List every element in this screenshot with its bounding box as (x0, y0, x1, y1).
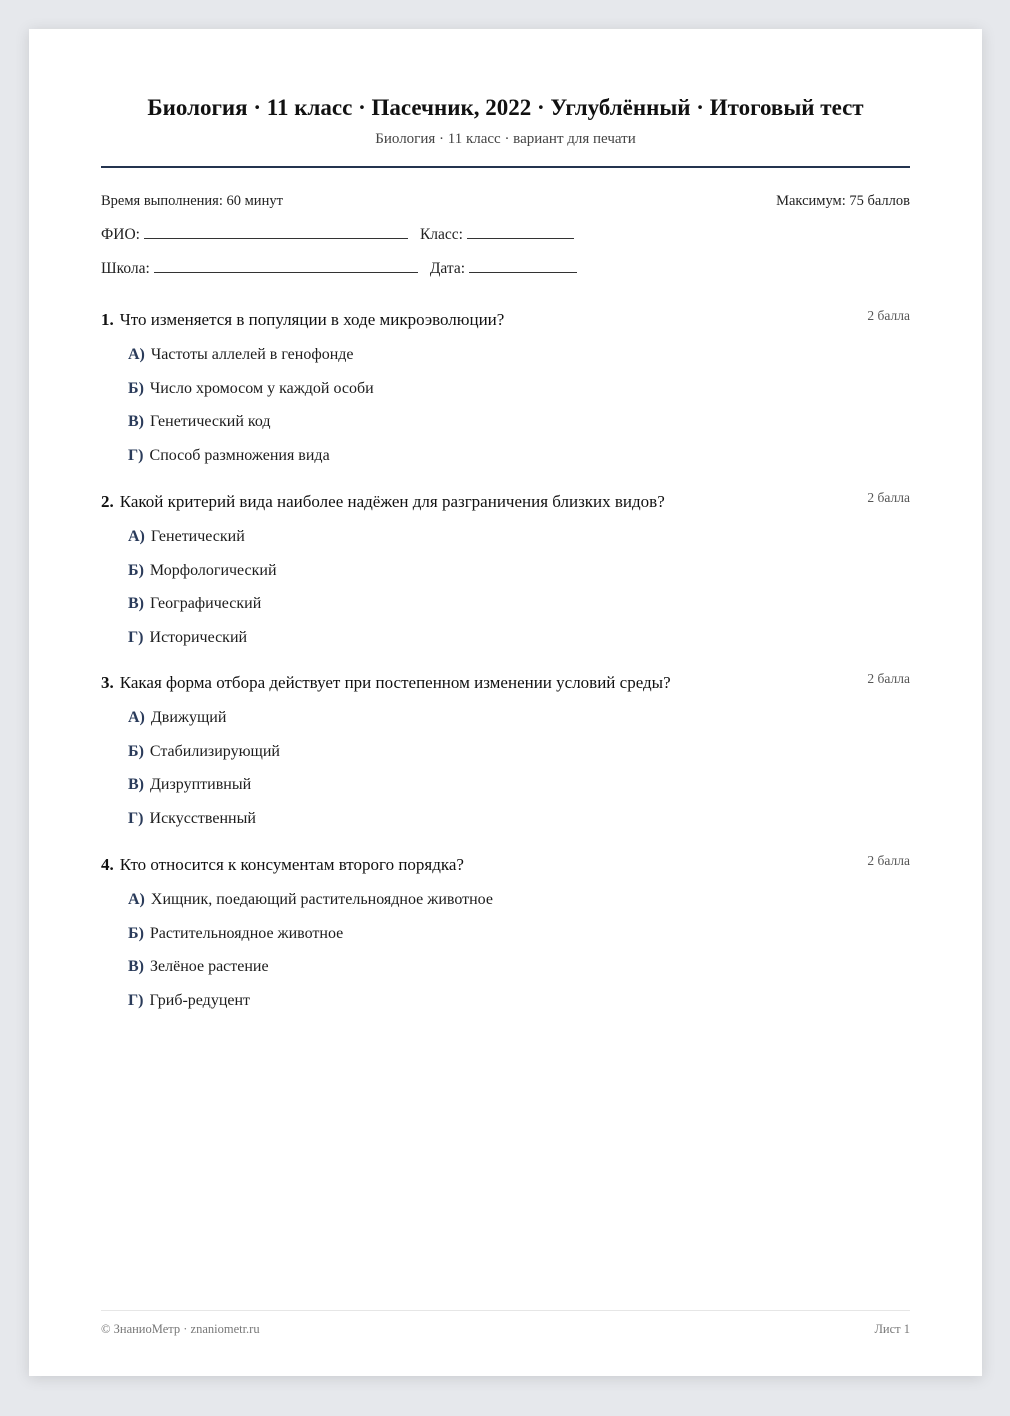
option-text: Частоты аллелей в генофонде (150, 346, 354, 363)
option-letter: Б) (128, 742, 144, 760)
option-text: Число хромосом у каждой особи (149, 379, 374, 397)
fio-label: ФИО: (101, 226, 140, 243)
question-header (101, 310, 910, 334)
option-letter: Г) (128, 991, 144, 1009)
fio-class-row (101, 225, 910, 244)
page-title: Биология · 11 класс · Пасечник, 2022 · Углублённый · Итоговый тест (147, 95, 864, 120)
question-4 (101, 853, 910, 1009)
option-text: Зелёное растение (150, 958, 269, 975)
footer-divider (101, 1310, 910, 1311)
question-points: 2 балла (867, 490, 910, 505)
question-number: 2. (101, 492, 114, 511)
question-text: Что изменяется в популяции в ходе микроэволюции? (119, 310, 505, 329)
question-header (101, 492, 910, 516)
question-header (101, 673, 910, 697)
class-label: Класс: (419, 226, 463, 243)
fio-blank[interactable] (144, 225, 408, 239)
question-number: 4. (101, 855, 114, 874)
question-text: Какая форма отбора действует при постепенном изменении условий среды? (119, 673, 671, 692)
answer-option-b[interactable] (128, 742, 280, 776)
page-footer (101, 1322, 910, 1337)
answer-option-b[interactable] (128, 379, 374, 413)
option-letter: Г) (128, 446, 144, 464)
page-number: Лист 1 (874, 1322, 910, 1336)
header-divider (101, 166, 910, 168)
option-letter: В) (128, 776, 144, 793)
answer-option-g[interactable] (128, 446, 374, 480)
question-points: 2 балла (867, 853, 910, 868)
question-header (101, 855, 910, 879)
question-number: 1. (101, 310, 114, 329)
option-letter: А) (128, 709, 145, 726)
option-text: Искусственный (149, 809, 256, 827)
school-blank[interactable] (154, 259, 418, 273)
option-letter: Б) (128, 924, 144, 942)
meta-row (101, 193, 910, 210)
option-text: Хищник, поедающий растительноядное животное (150, 891, 493, 908)
option-letter: Б) (128, 379, 144, 397)
answer-option-a[interactable] (128, 345, 374, 379)
option-letter: В) (128, 958, 144, 975)
option-letter: А) (128, 891, 145, 908)
answer-option-b[interactable] (128, 561, 277, 595)
answer-option-v[interactable] (128, 957, 493, 991)
option-text: Географический (150, 595, 262, 612)
option-letter: А) (128, 528, 145, 545)
date-label: Дата: (429, 260, 466, 277)
option-letter: В) (128, 595, 144, 612)
question-points: 2 балла (867, 308, 910, 323)
test-sheet (29, 29, 982, 1376)
answer-option-a[interactable] (128, 527, 277, 561)
question-number: 3. (101, 673, 114, 692)
answer-options (101, 890, 493, 1024)
school-label: Школа: (101, 260, 150, 277)
option-letter: Г) (128, 809, 144, 827)
option-text: Исторический (149, 628, 248, 646)
question-text: Какой критерий вида наиболее надёжен для разграничения близких видов? (119, 492, 665, 511)
option-text: Растительноядное животное (149, 924, 344, 942)
answer-option-v[interactable] (128, 412, 374, 446)
option-text: Гриб-редуцент (149, 991, 251, 1009)
question-points: 2 балла (867, 671, 910, 686)
answer-option-b[interactable] (128, 924, 493, 958)
answer-options (101, 527, 277, 661)
question-3 (101, 671, 910, 827)
footer-copyright: © ЗнаниоМетр · znaniometr.ru (101, 1322, 260, 1336)
option-text: Движущий (150, 709, 227, 726)
answer-option-v[interactable] (128, 775, 280, 809)
option-text: Генетический (150, 528, 245, 545)
option-letter: А) (128, 346, 145, 363)
option-letter: Г) (128, 628, 144, 646)
answer-option-a[interactable] (128, 890, 493, 924)
option-text: Способ размножения вида (149, 446, 330, 464)
max-score: Максимум: 75 баллов (776, 193, 910, 209)
question-2 (101, 490, 910, 646)
time-limit: Время выполнения: 60 минут (101, 193, 283, 209)
answer-option-a[interactable] (128, 708, 280, 742)
answer-options (101, 708, 280, 842)
option-text: Дизруптивный (150, 776, 252, 793)
option-letter: В) (128, 413, 144, 430)
answer-option-g[interactable] (128, 809, 280, 843)
option-letter: Б) (128, 561, 144, 579)
answer-option-g[interactable] (128, 991, 493, 1025)
question-1 (101, 308, 910, 464)
answer-option-g[interactable] (128, 628, 277, 662)
school-date-row (101, 259, 910, 278)
page-subtitle: Биология · 11 класс · вариант для печати (375, 131, 636, 147)
question-text: Кто относится к консументам второго порядка? (119, 855, 464, 874)
answer-options (101, 345, 374, 479)
option-text: Генетический код (150, 413, 271, 430)
answer-option-v[interactable] (128, 594, 277, 628)
option-text: Стабилизирующий (149, 742, 280, 760)
class-blank[interactable] (467, 225, 574, 239)
option-text: Морфологический (149, 561, 277, 579)
date-blank[interactable] (469, 259, 577, 273)
